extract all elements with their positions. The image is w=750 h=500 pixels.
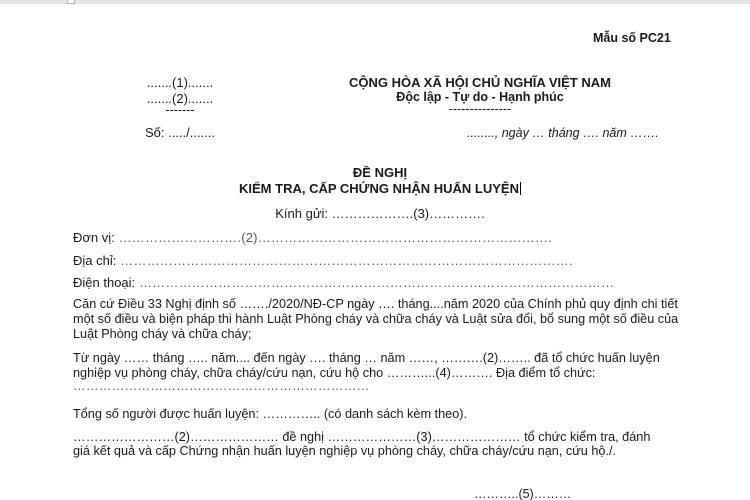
left-separator: ------- [165, 103, 195, 117]
field-address-label: Địa chỉ: [73, 253, 117, 268]
training-location-blank: …………………………………………………………… [73, 379, 370, 393]
field-unit-value: ……………………….(2)…………………………………………………………. [114, 230, 552, 245]
issuing-agency-line1: .......(1)....... [146, 75, 214, 90]
field-address[interactable] [73, 253, 573, 268]
field-phone[interactable] [73, 275, 614, 290]
field-unit[interactable] [73, 230, 552, 245]
document-title-text: KIỂM TRA, CẤP CHỨNG NHẬN HUẤN LUYỆN [239, 181, 519, 196]
total-trainees-line: Tổng số người được huấn luyện: ………….. (có danh sách kèm theo). [73, 407, 467, 421]
issuing-agency-line2: .......(2)....... [146, 91, 214, 106]
legal-basis-paragraph: Căn cứ Điều 33 Nghị định số ……./2020/NĐ-CP ngày …. tháng....năm 2020 của Chính phủ quy định chi tiết một số điều và biện pháp thi hành Luật Phòng cháy và chữa cháy và Luật sửa đổi, bổ sung một số điều của Luật Phòng cháy và chữa cháy; [73, 297, 679, 341]
document-title-line2[interactable] [200, 181, 560, 196]
field-unit-label: Đơn vị: [73, 230, 115, 245]
right-separator: --------------- [448, 102, 512, 116]
training-period-line2: nghiệp vụ phòng cháy, chữa cháy/cứu nạn, cứu hộ cho ………...(4)………. Địa điểm tổ chức: [73, 366, 596, 380]
document-number: Số: ...../....... [144, 125, 216, 140]
nation-motto: Độc lập - Tự do - Hạnh phúc [396, 90, 564, 104]
request-line1: ……………………(2)………………… đề nghị …………………(3)………………… tổ chức kiểm tra, đánh [73, 430, 651, 444]
nation-title: CỘNG HÒA XÃ HỘI CHỦ NGHĨA VIỆT NAM [349, 75, 611, 90]
text-cursor [520, 182, 521, 195]
signature-placeholder: ………..(5)……… [474, 487, 572, 500]
request-line2: giá kết quả và cấp Chứng nhận huấn luyện nghiệp vụ phòng cháy, chữa cháy/cứu nạn, cứu hộ./. [73, 444, 617, 458]
field-phone-value: ……………………………………………………………………………………………… [135, 275, 615, 290]
form-code: Mẫu số PC21 [593, 31, 671, 45]
field-address-value: …………………………………………………………………………………………. [116, 253, 573, 268]
training-period-line1: Từ ngày …… tháng ….. năm.... đến ngày …. tháng … năm ……, ……….(2)…….. đã tổ chức huấn luyện [73, 351, 660, 365]
recipient-line: Kính gửi: ……………….(3)…………. [275, 206, 485, 221]
document-page[interactable] [0, 4, 750, 500]
field-phone-label: Điện thoại: [73, 275, 136, 290]
document-title-line1: ĐỀ NGHỊ [352, 165, 408, 180]
date-line: ........, ngày … tháng …. năm ……. [467, 126, 659, 140]
